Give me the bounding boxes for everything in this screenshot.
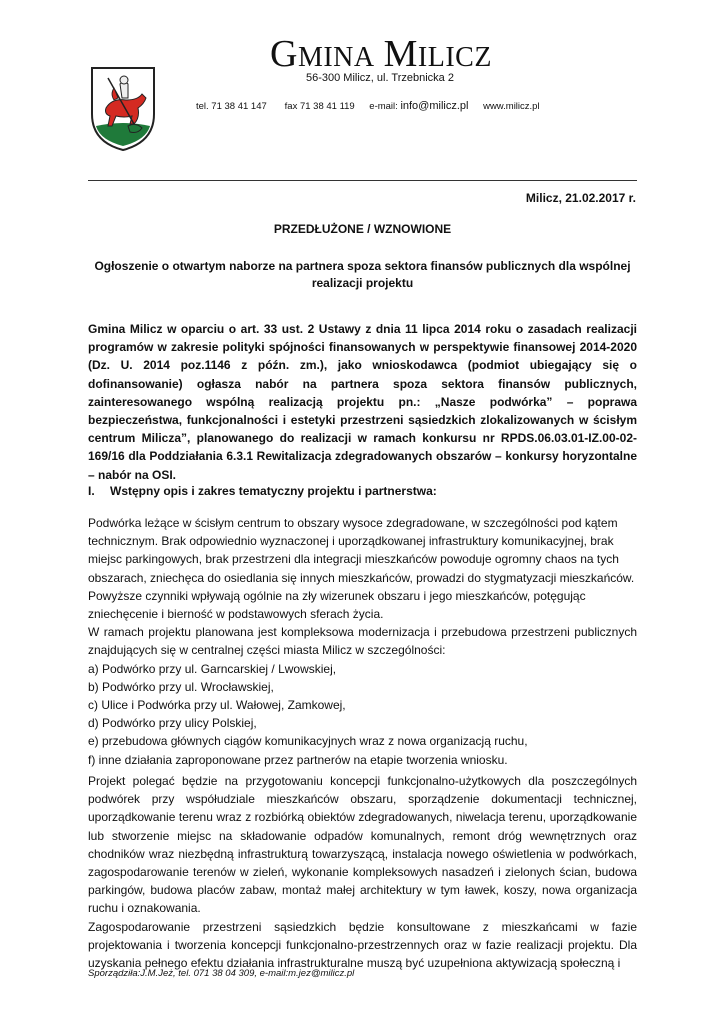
page-title — [270, 32, 492, 76]
section-heading — [88, 484, 437, 498]
title-cap-1: G — [270, 33, 298, 75]
title-rest-1: MINA — [297, 42, 375, 73]
fax: fax 71 38 41 119 — [284, 101, 355, 112]
section-number: I. — [88, 484, 95, 498]
header-divider — [88, 180, 637, 181]
list-item: f) inne działania zaproponowane przez partnerów na etapie tworzenia wniosku. — [88, 752, 508, 767]
title-cap-2: M — [383, 33, 418, 75]
body-block-1 — [88, 514, 637, 769]
paragraph-3: Zagospodarowanie przestrzeni sąsiedzkich będzie konsultowane z mieszkańcami w fazie projektowania i tworzenia koncepcji funkcjonalno-przestrzennych oraz w fazie realizacji projektu. Dla uzyskania pełnego efektu działania infrastrukturalne muszą być uzupełniona aktywizacją społeczną i — [88, 919, 637, 971]
list-item: c) Ulice i Podwórka przy ul. Wałowej, Zamkowej, — [88, 698, 346, 713]
section-title: Wstępny opis i zakres tematyczny projektu i partnerstwa: — [110, 484, 437, 498]
document-date: Milicz, 21.02.2017 r. — [525, 191, 636, 205]
list-item: d) Podwórko przy ulicy Polskiej, — [88, 716, 257, 731]
phone: tel. 71 38 41 147 — [196, 101, 267, 112]
paragraph-2: Projekt polegać będzie na przygotowaniu koncepcji funkcjonalno-użytkowych dla poszczególnych podwórek przy współudziale mieszkańców obszaru, sporządzenie dokumentacji technicznej, uporządkowanie terenu wraz z rozbiórką obiektów zdegradowanych, niwelacja terenu, uporządkowanie lub stworzenie miejsc na składowanie odpadów komunalnych, remont dróg wewnętrznych oraz chodników wraz niezbędną infrastrukturą towarzyszącą, instalacja nowego oświetlenia w podwórkach, zagospodarowanie terenów w zieleń, wykonanie kompleksowych nasadzeń i zielonych ścian, budowa parkingów, budowa placów zabaw, montaż małej architektury w tym ławek, koszy, nowa organizacja ruchu i oznakowania. — [88, 774, 637, 916]
crest-icon — [88, 64, 158, 152]
address: 56-300 Milicz, ul. Trzebnicka 2 — [306, 72, 454, 84]
list-item: a) Podwórko przy ul. Garncarskiej / Lwowskiej, — [88, 661, 337, 676]
email-link[interactable]: info@milicz.pl — [400, 100, 469, 112]
status-heading: PRZEDŁUŻONE / WZNOWIONE — [273, 222, 452, 236]
list-item: e) przebudowa głównych ciągów komunikacyjnych wraz z nowa organizacją ruchu, — [88, 734, 528, 749]
contact-line — [196, 100, 540, 112]
body-block-2 — [88, 772, 637, 972]
intro-paragraph: Gmina Milicz w oparciu o art. 33 ust. 2 Ustawy z dnia 11 lipca 2014 roku o zasadach realizacji programów w zakresie polityki spójności finansowanych w perspektywie finansowej 2014-2020 (Dz. U. 2014 poz.1146 z późn. zm.), jako wnioskodawca (podmiot ubiegający się o dofinansowanie) ogłasza nabór na partnera spoza sektora finansów publicznych, zainteresowanego wspólną realizacją projektu pn.: „Nasze podwórka” – poprawa bezpieczeństwa, funkcjonalności i estetyki przestrzeni sąsiedzkich zlokalizowanych w ścisłym centrum Milicza”, planowanego do realizacji w ramach konkursu nr RPDS.06.03.01-IZ.00-02-169/16 dla Poddziałania 6.3.1 Rewitalizacja zdegradowanych obszarów – konkursy horyzontalne – nabór na OSI. — [88, 322, 637, 482]
website-link[interactable]: www.milicz.pl — [483, 101, 540, 112]
title-rest-2: ILICZ — [417, 42, 492, 73]
list-item: b) Podwórko przy ul. Wrocławskiej, — [88, 679, 274, 694]
email-label: e-mail: — [369, 101, 398, 112]
footer-note: Sporządziła:J.M.Jeż, tel. 071 38 04 309, e-mail:m.jez@milicz.pl — [88, 968, 355, 979]
notice-heading: Ogłoszenie o otwartym naborze na partnera spoza sektora finansów publicznych dla wspólnej realizacji projektu — [94, 259, 631, 290]
paragraph-1: Podwórka leżące w ścisłym centrum to obszary wysoce zdegradowane, w szczególności pod kątem technicznym. Brak odpowiednio wyznaczonej i uporządkowanej infrastruktury komunikacyjnej, brak miejsc parkingowych, brak przestrzeni dla integracji mieszkańców powoduje ogromny chaos na tych obszarach, zniechęca do osiedlania się innych mieszkańców, prowadzi do stygmatyzacji mieszkańców. Powyższe czynniki wpływają ogólnie na zły wizerunek obszaru i jego mieszkańców, potęgując zniechęcenie i bierność w podstawowych sferach życia. — [88, 516, 635, 622]
paragraph-1b: W ramach projektu planowana jest kompleksowa modernizacja i przebudowa przestrzeni publicznych znajdujących się w centralnej części miasta Milicz w szczególności: — [88, 625, 637, 658]
